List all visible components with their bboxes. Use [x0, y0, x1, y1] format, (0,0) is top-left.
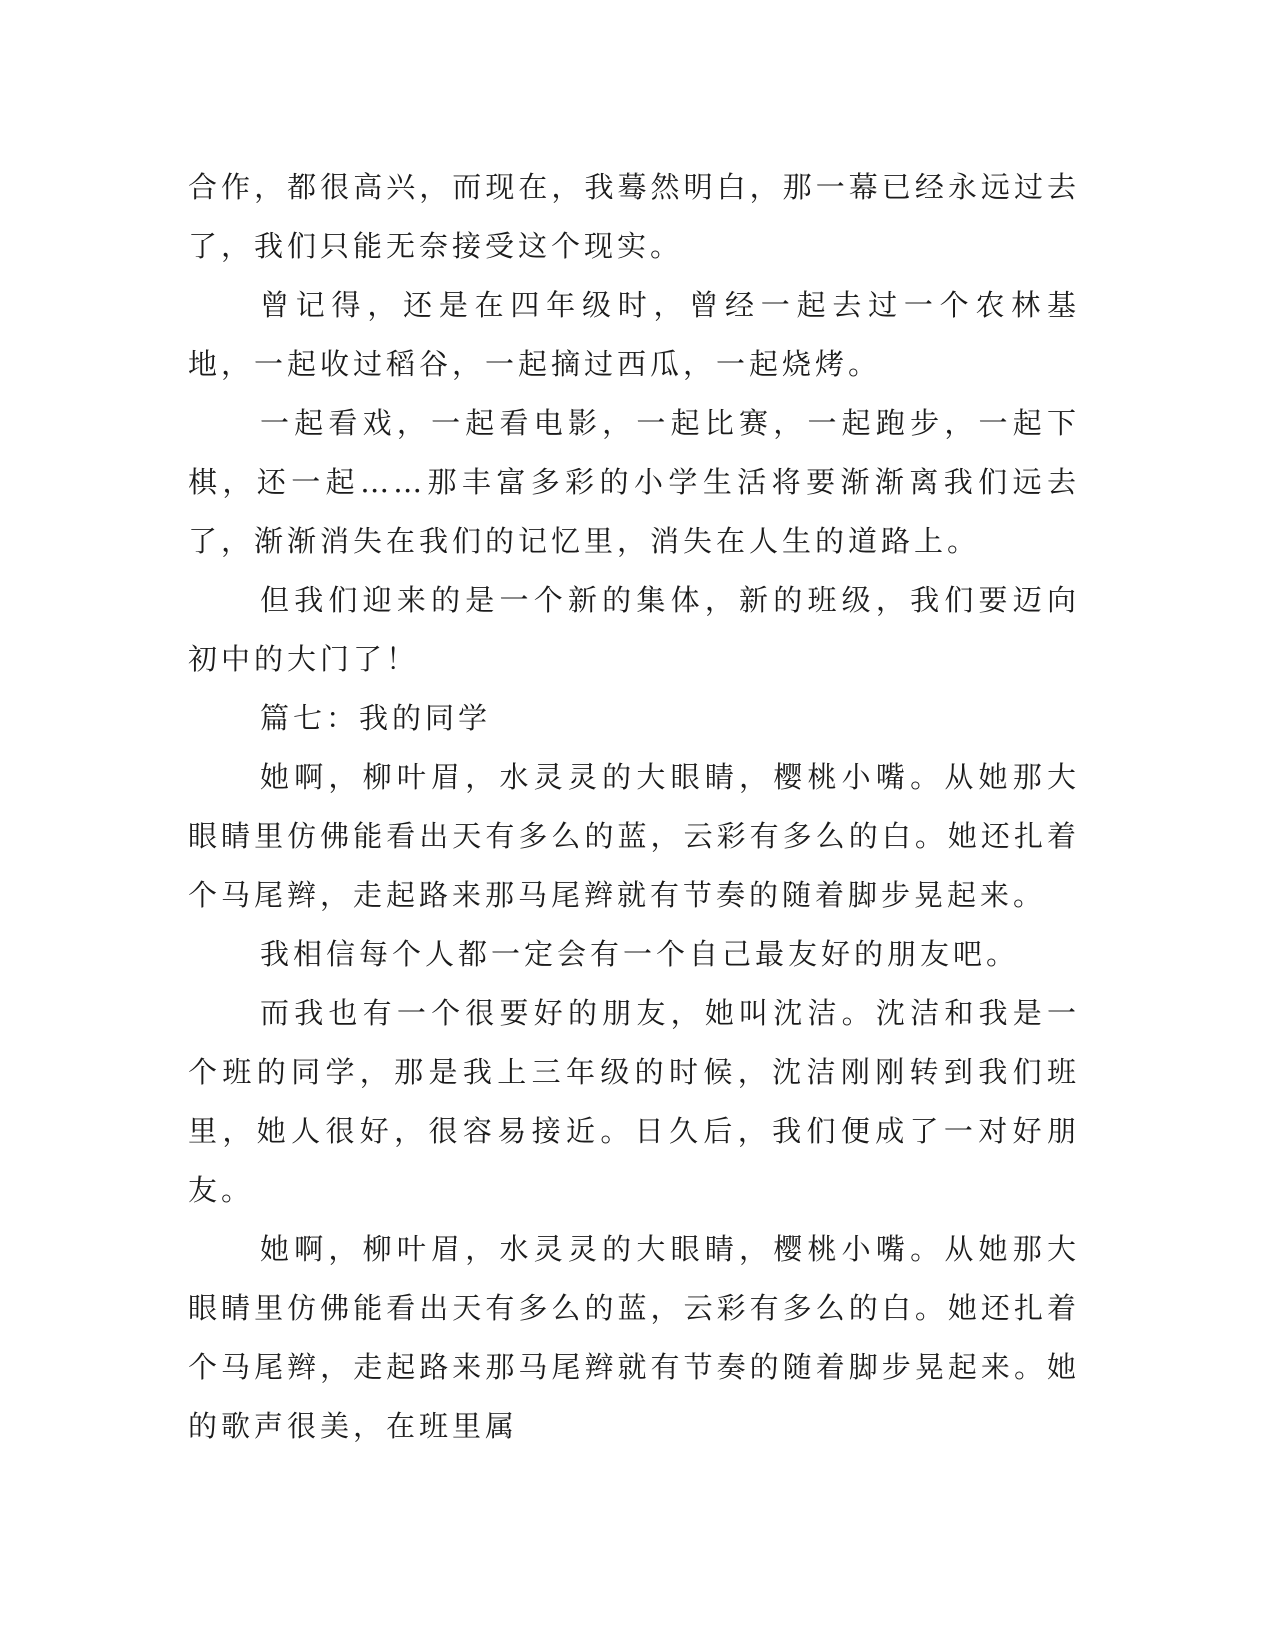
document-body [188, 158, 1080, 1456]
paragraph-3: 一起看戏，一起看电影，一起比赛，一起跑步，一起下棋，还一起……那丰富多彩的小学生活将要渐渐离我们远去了，渐渐消失在我们的记忆里，消失在人生的道路上。 [188, 406, 1080, 558]
paragraph-8: 而我也有一个很要好的朋友，她叫沈洁。沈洁和我是一个班的同学，那是我上三年级的时候，沈洁刚刚转到我们班里，她人很好，很容易接近。日久后，我们便成了一对好朋友。 [188, 996, 1080, 1207]
paragraph-4: 但我们迎来的是一个新的集体，新的班级，我们要迈向初中的大门了！ [188, 583, 1080, 676]
paragraph-1: 合作，都很高兴，而现在，我蓦然明白，那一幕已经永远过去了，我们只能无奈接受这个现实。 [188, 170, 1080, 263]
paragraph-9: 她啊，柳叶眉，水灵灵的大眼睛，樱桃小嘴。从她那大眼睛里仿佛能看出天有多么的蓝，云彩有多么的白。她还扎着个马尾辫，走起路来那马尾辫就有节奏的随着脚步晃起来。她的歌声很美，在班里属 [188, 1232, 1080, 1443]
paragraph-6: 她啊，柳叶眉，水灵灵的大眼睛，樱桃小嘴。从她那大眼睛里仿佛能看出天有多么的蓝，云彩有多么的白。她还扎着个马尾辫，走起路来那马尾辫就有节奏的随着脚步晃起来。 [188, 760, 1080, 912]
section-heading: 篇七：我的同学 [260, 701, 492, 735]
paragraph-2: 曾记得，还是在四年级时，曾经一起去过一个农林基地，一起收过稻谷，一起摘过西瓜，一起烧烤。 [188, 288, 1080, 381]
paragraph-7: 我相信每个人都一定会有一个自己最友好的朋友吧。 [260, 937, 1020, 971]
